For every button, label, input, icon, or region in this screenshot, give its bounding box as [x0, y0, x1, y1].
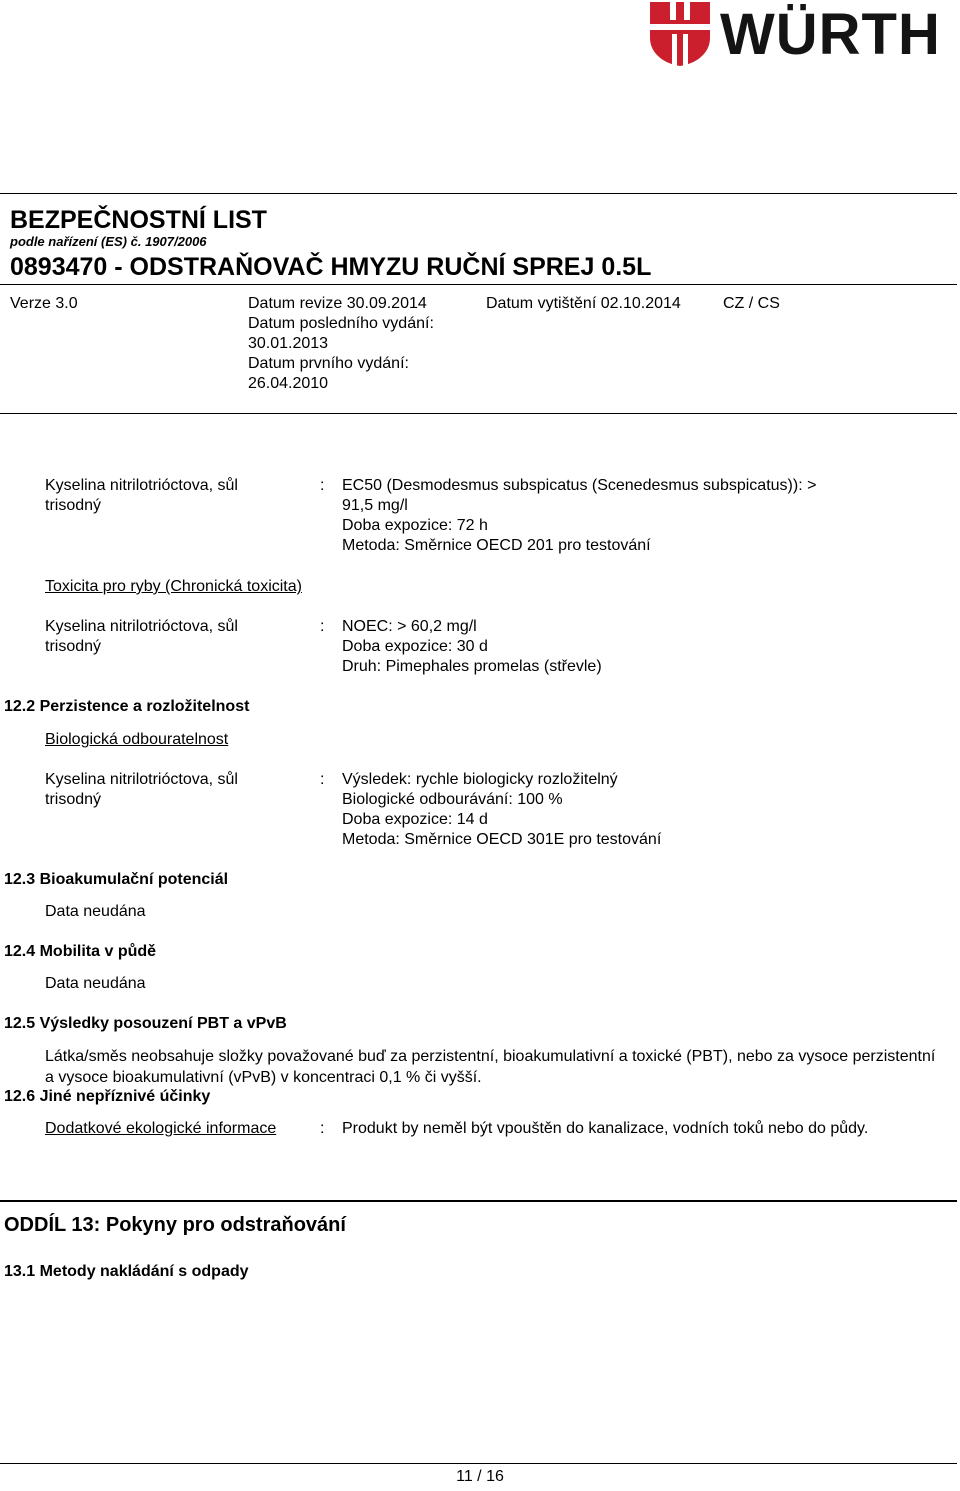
separator-colon: : [320, 1120, 325, 1137]
biodegradability-heading: Biologická odbouratelnost [45, 731, 229, 748]
wurth-logo-icon [650, 2, 710, 66]
revision-date: Datum revize 30.09.2014 [248, 295, 427, 312]
last-issue-date: Datum posledního vydání: 30.01.2013 [248, 315, 434, 352]
algae-toxicity-value: EC50 (Desmodesmus subspicatus (Scenedesmus subspicatus)): > 91,5 mg/l Doba expozice: 72 h Metoda: Směrnice OECD 201 pro testování [342, 477, 817, 554]
section-12-2-heading: 12.2 Perzistence a rozložitelnost [4, 698, 250, 715]
fish-chronic-toxicity-heading: Toxicita pro ryby (Chronická toxicita) [45, 578, 302, 595]
additional-eco-info-label: Dodatkové ekologické informace [45, 1120, 277, 1137]
section-12-3-text: Data neudána [45, 903, 146, 920]
biodegradability-value: Výsledek: rychle biologicky rozložitelný Biologické odbourávání: 100 % Doba expozice: 14 d Metoda: Směrnice OECD 301E pro testování [342, 771, 662, 848]
brand-name: WÜRTH [720, 2, 941, 67]
locale: CZ / CS [723, 295, 780, 312]
section-12-5-text: Látka/směs neobsahuje složky považované buď za perzistentní, bioakumulativní a toxické (PBT), nebo za vysoce perzistentní a vysoce bioakumulativní (vPvB) v koncentraci 0,1 % či vyšší. [45, 1048, 936, 1086]
section-12-4-heading: 12.4 Mobilita v půdě [4, 943, 157, 960]
additional-eco-info-value: Produkt by neměl být vpouštěn do kanalizace, vodních toků nebo do půdy. [342, 1120, 869, 1137]
header-top-rule [0, 193, 957, 194]
footer-rule [0, 1463, 957, 1464]
substance-label: Kyselina nitrilotrióctova, sůl trisodný [45, 618, 238, 655]
separator-colon: : [320, 618, 325, 635]
separator-colon: : [320, 477, 325, 494]
substance-label: Kyselina nitrilotrióctova, sůl trisodný [45, 477, 238, 514]
print-date: Datum vytištění 02.10.2014 [486, 295, 681, 312]
document-title: BEZPEČNOSTNÍ LIST [10, 206, 267, 234]
section-12-6-heading: 12.6 Jiné nepříznivé účinky [4, 1088, 211, 1105]
regulation-reference: podle nařízení (ES) č. 1907/2006 [10, 234, 207, 249]
page-number: 11 / 16 [456, 1468, 504, 1485]
section-12-4-text: Data neudána [45, 975, 146, 992]
product-name: 0893470 - ODSTRAŇOVAČ HMYZU RUČNÍ SPREJ 0.5L [10, 253, 652, 281]
section-13-1-heading: 13.1 Metody nakládání s odpady [4, 1263, 249, 1280]
section-12-3-heading: 12.3 Bioakumulační potenciál [4, 871, 229, 888]
first-issue-date: Datum prvního vydání: 26.04.2010 [248, 355, 409, 392]
section-13-rule [0, 1200, 957, 1202]
fish-chronic-toxicity-value: NOEC: > 60,2 mg/l Doba expozice: 30 d Druh: Pimephales promelas (střevle) [342, 618, 602, 675]
separator-colon: : [320, 771, 325, 788]
section-12-5-heading: 12.5 Výsledky posouzení PBT a vPvB [4, 1015, 287, 1032]
substance-label: Kyselina nitrilotrióctova, sůl trisodný [45, 771, 238, 808]
header-bottom-rule [0, 413, 957, 414]
header-mid-rule [0, 284, 957, 285]
version: Verze 3.0 [10, 295, 78, 312]
section-13-heading: ODDÍL 13: Pokyny pro odstraňování [4, 1214, 346, 1236]
